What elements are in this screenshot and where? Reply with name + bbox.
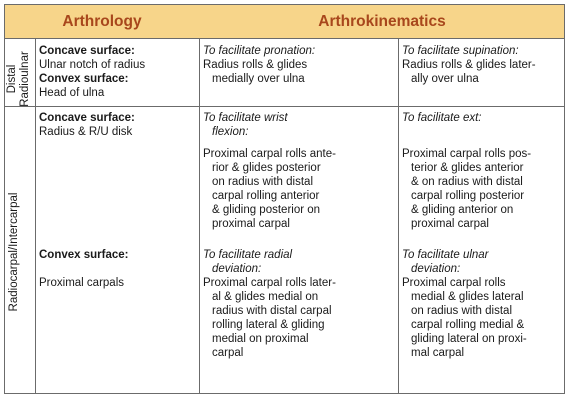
text-line: medial on proximal xyxy=(212,333,309,345)
row1-pronation xyxy=(203,44,395,86)
text-line: on radius with distal xyxy=(212,176,313,188)
pronation-title: To facilitate pronation: xyxy=(203,45,316,57)
concave-surface-value: Ulnar notch of radius xyxy=(39,59,146,71)
concave-surface-label: Concave surface: xyxy=(39,112,135,124)
text-line: & on radius with distal xyxy=(411,176,523,188)
text-line: rior & glides posterior xyxy=(212,162,321,174)
text-line: Proximal carpal rolls later- xyxy=(203,277,336,289)
text-line: carpal xyxy=(212,347,244,359)
flexion-title: To facilitate wrist xyxy=(203,112,288,124)
text-line: carpal rolling posterior xyxy=(411,190,525,202)
text-line: al & glides medial on xyxy=(212,291,319,303)
text-line: Proximal carpal rolls ante- xyxy=(203,148,336,160)
convex-surface-value: Proximal carpals xyxy=(39,277,124,289)
text-line: carpal rolling anterior xyxy=(212,190,320,202)
extension-title: To facilitate ext: xyxy=(402,112,482,124)
divider xyxy=(199,38,200,393)
row2-arthrology xyxy=(39,111,197,139)
text-line: on radius with distal xyxy=(411,305,512,317)
text-line: mal carpal xyxy=(411,347,465,359)
row1-arthrology xyxy=(39,44,197,100)
flexion-title-cont: flexion: xyxy=(212,126,249,138)
convex-surface-value: Head of ulna xyxy=(39,87,105,99)
row2-flexion xyxy=(203,111,395,231)
text-line: proximal carpal xyxy=(212,218,290,230)
arthrology-table xyxy=(4,4,565,394)
side-label-line: Distal xyxy=(6,64,18,94)
text-line: medially over ulna xyxy=(212,73,305,85)
row-divider xyxy=(5,106,564,107)
text-line: medial & glides lateral xyxy=(411,291,524,303)
row3-ulnar-deviation xyxy=(402,248,564,360)
text-line: & gliding anterior on xyxy=(411,204,514,216)
text-line: ally over ulna xyxy=(411,73,479,85)
text-line: & gliding posterior on xyxy=(212,204,321,216)
text-line: carpal rolling medial & xyxy=(411,319,525,331)
text-line: terior & glides anterior xyxy=(411,162,524,174)
ulnar-deviation-title-cont: deviation: xyxy=(411,263,461,275)
row1-supination xyxy=(402,44,564,86)
header-arthrokinematics: Arthrokinematics xyxy=(318,13,446,30)
text-line: rolling lateral & gliding xyxy=(212,319,325,331)
convex-surface-label: Convex surface: xyxy=(39,249,129,261)
text-line: radius with distal carpal xyxy=(212,305,332,317)
text-line: Radius rolls & glides later- xyxy=(402,59,536,71)
row2-extension xyxy=(402,111,564,231)
radial-deviation-title-cont: deviation: xyxy=(212,263,262,275)
text-line: Radius rolls & glides xyxy=(203,59,308,71)
divider xyxy=(35,38,36,393)
table-header xyxy=(5,5,564,39)
row3-radial-deviation xyxy=(203,248,395,360)
text-line: proximal carpal xyxy=(411,218,489,230)
concave-surface-label: Concave surface: xyxy=(39,45,135,57)
row3-arthrology xyxy=(39,248,197,290)
radial-deviation-title: To facilitate radial xyxy=(203,249,293,261)
ulnar-deviation-title: To facilitate ulnar xyxy=(402,249,489,261)
side-label-line: Radioulnar xyxy=(19,51,31,107)
divider xyxy=(398,38,399,393)
concave-surface-value: Radius & R/U disk xyxy=(39,126,133,138)
side-label-radiocarpal: Radiocarpal/Intercarpal xyxy=(8,192,20,312)
text-line: gliding lateral on proxi- xyxy=(411,333,527,345)
header-arthrology: Arthrology xyxy=(62,13,142,30)
text-line: Proximal carpal rolls pos- xyxy=(402,148,532,160)
supination-title: To facilitate supination: xyxy=(402,45,519,57)
text-line: Proximal carpal rolls xyxy=(402,277,506,289)
side-label-distal-radioulnar xyxy=(6,47,32,111)
convex-surface-label: Convex surface: xyxy=(39,73,129,85)
